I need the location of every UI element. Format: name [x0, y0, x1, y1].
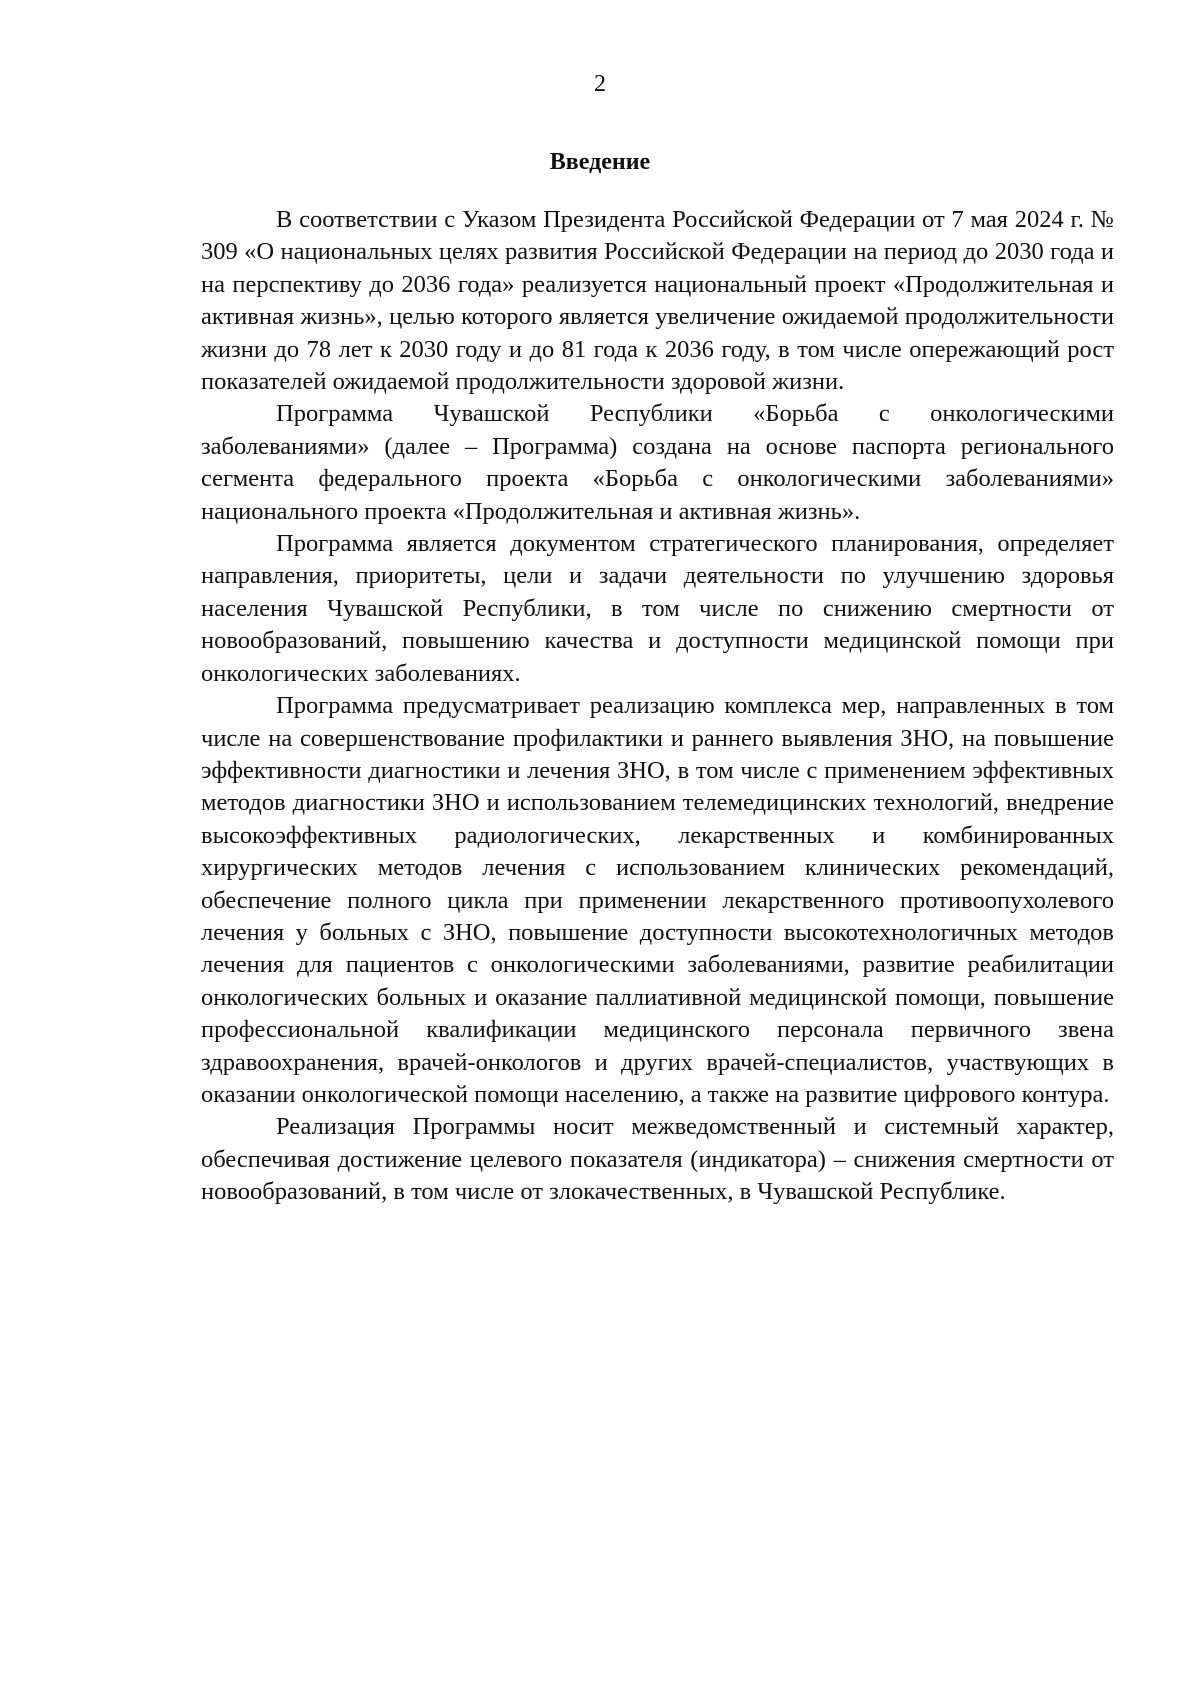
paragraph-program-implementation: Реализация Программы носит межведомственный и системный характер, обеспечивая достижение целевого показателя (индикатора) – снижения смертности от новообразований, в том числе от злокачественных, в Чувашской Республике.: [201, 1113, 1114, 1206]
body-text: [201, 204, 1114, 1209]
paragraph-program-measures: Программа предусматривает реализацию комплекса мер, направленных в том числе на совершенствование профилактики и раннего выявления ЗНО, на повышение эффективности диагностики и лечения ЗНО, в том числе с применением эффективных методов диагностики ЗНО и использованием телемедицинских технологий, внедрение высокоэффективных радиологических, лекарственных и комбинированных хирургических методов лечения с использованием клинических рекомендаций, обеспечение полного цикла при применении лекарственного противоопухолевого лечения у больных с ЗНО, повышение доступности высокотехнологичных методов лечения для пациентов с онкологическими заболеваниями, развитие реабилитации онкологических больных и оказание паллиативной медицинской помощи, повышение профессиональной квалификации медицинского персонала первичного звена здравоохранения, врачей-онкологов и других врачей-специалистов, участвующих в оказании онкологической помощи населению, а также на развитие цифрового контура.: [201, 692, 1114, 1108]
paragraph-program-basis: Программа Чувашской Республики «Борьба с онкологическими заболеваниями» (далее – Программа) создана на основе паспорта регионального сегмента федерального проекта «Борьба с онкологическими заболеваниями» национального проекта «Продолжительная и активная жизнь».: [201, 400, 1114, 525]
page-number: 2: [594, 71, 606, 97]
section-heading: Введение: [549, 149, 651, 175]
paragraph-program-purpose: Программа является документом стратегического планирования, определяет направления, приоритеты, цели и задачи деятельности по улучшению здоровья населения Чувашской Республики, в том числе по снижению смертности от новообразований, повышению качества и доступности медицинской помощи при онкологических заболеваниях.: [201, 530, 1114, 687]
paragraph-decree: В соответствии с Указом Президента Российской Федерации от 7 мая 2024 г. № 309 «О национальных целях развития Российской Федерации на период до 2030 года и на перспективу до 2036 года» реализуется национальный проект «Продолжительная и активная жизнь», целью которого является увеличение ожидаемой продолжительности жизни до 78 лет к 2030 году и до 81 года к 2036 году, в том числе опережающий рост показателей ожидаемой продолжительности здоровой жизни.: [201, 206, 1114, 396]
